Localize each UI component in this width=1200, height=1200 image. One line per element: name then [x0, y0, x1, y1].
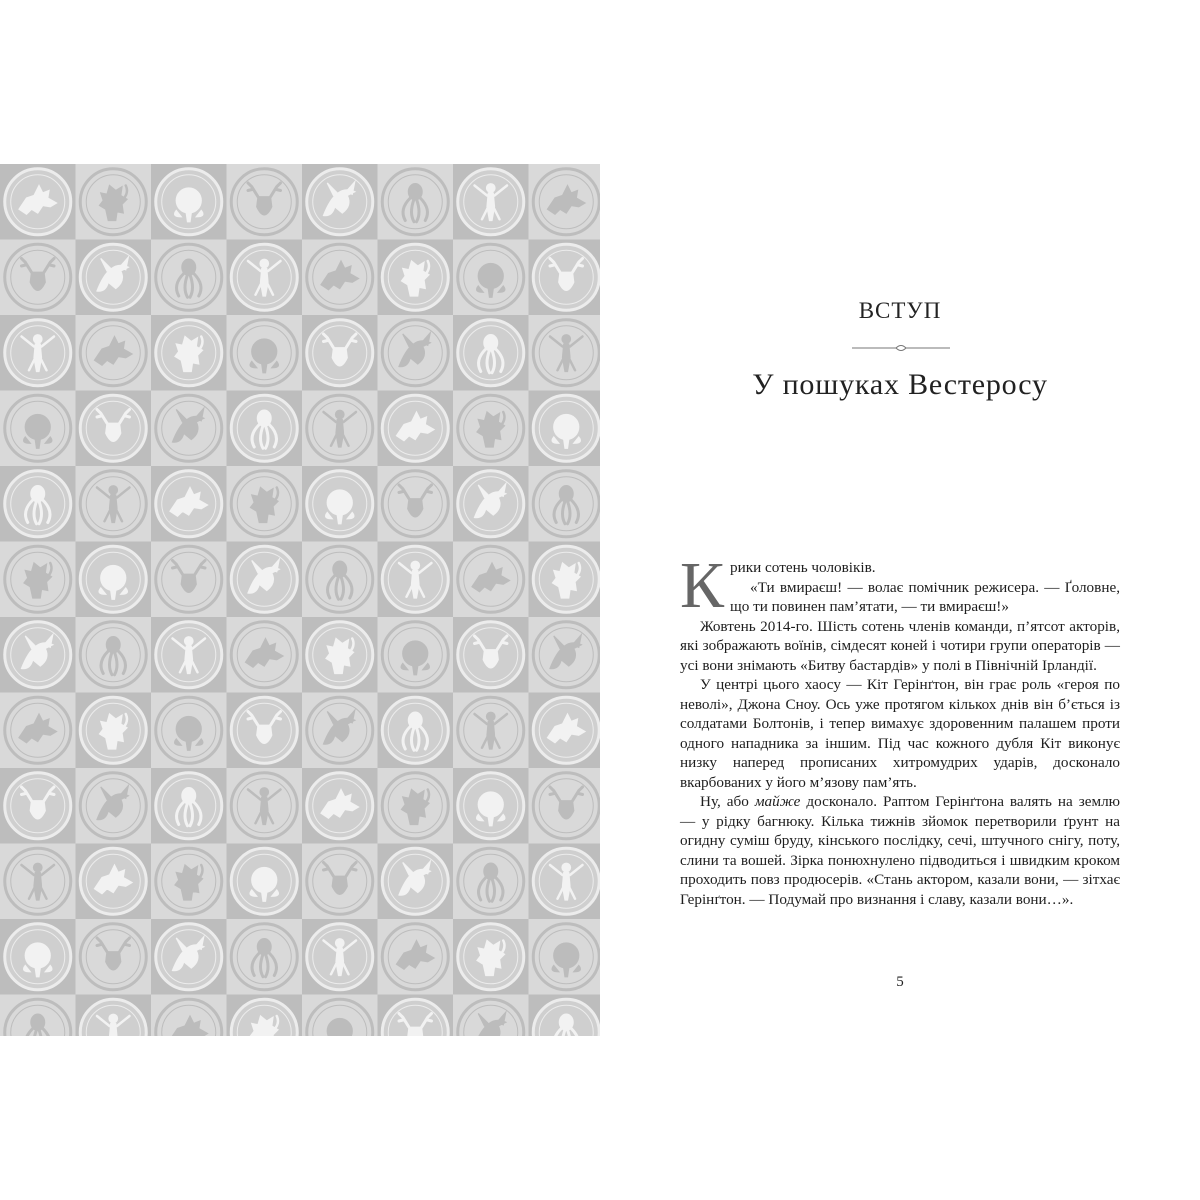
- paragraph-5-start: Ну, або: [700, 793, 755, 810]
- rose-icon: [175, 717, 203, 751]
- page-number: 5: [896, 974, 904, 990]
- rose-icon: [477, 264, 505, 298]
- chapter-label: ВСТУП: [858, 298, 942, 323]
- medallion-ring: [382, 697, 448, 763]
- rose-icon: [401, 641, 429, 675]
- paragraph-2: «Ти вмираєш! — волає помічник режисера. — Ґоловне, що ти повинен пам’ятати, — ти вмираєш!»: [730, 578, 1120, 615]
- paragraph-4: У центрі цього хаосу — Кіт Герінґтон, він грає роль «героя по неволі», Джона Сноу. Ось уже протягом кількох днів він б’ється із солдатами Болтонів, і тепер вимахує здоровенним палашем проти одного нападника за іншим. Під час кожного дубля Кіт виконує низку наперед прописаних хитромудрих ударів, досконало вкарбованих у його м’язову пам’ять.: [680, 676, 1120, 791]
- medallion-ring: [307, 546, 373, 612]
- rose-icon: [552, 415, 580, 449]
- medallion-ring: [458, 320, 524, 386]
- medallion-ring: [458, 848, 524, 914]
- rose-icon: [250, 868, 278, 902]
- text-page: [600, 164, 1200, 1036]
- medallion-ring: [156, 244, 222, 310]
- rose-icon: [326, 490, 354, 524]
- medallion-ring: [80, 622, 146, 688]
- drop-cap: К: [680, 549, 725, 622]
- paragraph-3: Жовтень 2014-го. Шість сотень членів команди, п’ятсот акторів, які зображають воїнів, сімдесят коней і чотири групи операторів — усі вони знімають «Битву бастардів» у полі в Північній Ірландії.: [680, 617, 1120, 674]
- paragraph-5-emphasis: майже: [754, 793, 801, 810]
- medallion-ring: [533, 471, 599, 537]
- chapter-title: У пошуках Вестеросу: [752, 368, 1048, 401]
- rose-icon: [552, 943, 580, 977]
- rose-icon: [175, 188, 203, 222]
- rose-icon: [99, 566, 127, 600]
- chapter-divider-ornament: [852, 340, 950, 356]
- medallion-ring: [231, 924, 297, 990]
- medallion-ring: [382, 169, 448, 235]
- rose-icon: [24, 415, 52, 449]
- paragraph-1-text: рики сотень чоловіків.: [730, 559, 876, 576]
- medallion-ring: [5, 471, 71, 537]
- rose-icon: [250, 339, 278, 373]
- rose-icon: [24, 943, 52, 977]
- emblem-pattern-page: [0, 164, 600, 1036]
- chapter-body: [680, 549, 1121, 909]
- house-emblem-pattern: [0, 164, 600, 1036]
- paragraph-5: [680, 792, 1120, 909]
- paragraph-5-rest: досконало. Раптом Герінґтона валять на землю — у рідку багнюку. Кілька тижнів зйомок перетворили ґрунт на огидну суміш бруду, кінського послідку, сечі, штучного снігу, поту, слини та вошей. Зірка понюхнулено підводиться і швидким кроком проходить повз продюсерів. «Стань актором, казали вони, — зітхає Герінґтон. — Подумай про визнання і славу, казали вони…».: [680, 793, 1121, 908]
- rose-icon: [477, 792, 505, 826]
- medallion-ring: [231, 395, 297, 461]
- medallion-ring: [156, 773, 222, 839]
